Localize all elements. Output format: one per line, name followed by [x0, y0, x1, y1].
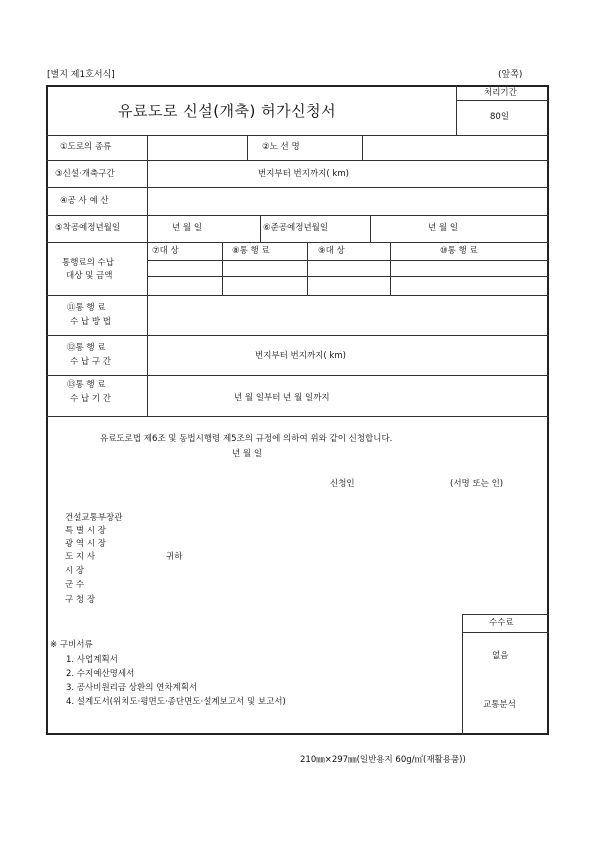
route-name-field[interactable] — [363, 136, 548, 159]
form-title: 유료도로 신설(개축) 허가신청서 — [118, 102, 337, 120]
divider — [307, 242, 308, 295]
document-item: 1. 사업계획서 — [66, 655, 118, 665]
start-date-label: ⑤착공예정년월일 — [55, 223, 121, 233]
page-side-label: (앞쪽) — [498, 70, 523, 80]
toll-period-label-1: ⑬통 행 료 — [67, 380, 106, 390]
processing-value: 80일 — [490, 112, 510, 122]
addressee-4: 시 장 — [65, 566, 85, 576]
addressee-5: 군 수 — [65, 580, 85, 590]
toll-col-fee-1: ⑧통 행 료 — [232, 246, 270, 256]
toll-period-label-2: 수 납 기 간 — [70, 394, 111, 404]
documents-heading: ※ 구비서류 — [50, 640, 93, 650]
toll-method-label-1: ⑪통 행 료 — [67, 303, 106, 313]
divider — [46, 416, 549, 417]
form-frame — [46, 85, 549, 735]
fee-value: 없음 — [492, 651, 509, 661]
road-type-label: ①도로의 종류 — [60, 142, 112, 152]
budget-label: ④공 사 예 산 — [60, 196, 109, 206]
divider — [147, 260, 549, 261]
toll-target-label-1: 통행료의 수납 — [62, 258, 114, 268]
divider — [147, 135, 148, 416]
divider — [390, 242, 391, 295]
divider — [370, 215, 371, 242]
divider — [260, 215, 261, 242]
road-type-field[interactable] — [148, 136, 246, 159]
addressee-2: 광 역 시 장 — [65, 539, 106, 549]
divider — [456, 85, 457, 135]
divider — [46, 335, 549, 336]
toll-method-field[interactable] — [148, 296, 548, 334]
section-value[interactable]: 번지부터 번지까지( km) — [258, 169, 349, 179]
fee-label: 수수료 — [489, 618, 514, 628]
fee-footer: 교통분석 — [483, 700, 516, 710]
addressee-suffix: 귀하 — [166, 552, 183, 562]
signature-label[interactable]: (서명 또는 인) — [450, 479, 504, 489]
application-date[interactable]: 년 월 일 — [232, 449, 263, 459]
divider — [46, 215, 549, 216]
document-item: 3. 공사비원리금 상환의 연차계획서 — [66, 683, 198, 693]
document-item: 4. 설계도서(위치도·평면도·종단면도·설계보고서 및 보고서) — [66, 697, 286, 707]
toll-method-label-2: 수 납 방 법 — [70, 317, 111, 327]
divider — [147, 276, 549, 277]
addressee-1: 특 별 시 장 — [65, 526, 106, 536]
application-statement: 유료도로법 제6조 및 동법시행령 제5조의 규정에 의하여 위와 같이 신청합니다. — [100, 434, 393, 444]
toll-section-value[interactable]: 번지부터 번지까지( km) — [255, 351, 346, 361]
end-date-value[interactable]: 년 월 일 — [428, 223, 459, 233]
toll-col-target-2: ⑨대 상 — [318, 246, 345, 256]
divider — [46, 160, 549, 161]
addressee-0: 건설교통부장관 — [65, 513, 123, 523]
toll-col-fee-2: ⑩통 행 료 — [440, 246, 478, 256]
addressee-6: 구 청 장 — [65, 595, 96, 605]
toll-section-label-2: 수 납 구 간 — [70, 357, 111, 367]
end-date-label: ⑥준공예정년월일 — [263, 223, 329, 233]
toll-target-label-2: 대상 및 금액 — [66, 271, 113, 281]
toll-col-target-1: ⑦대 상 — [152, 246, 179, 256]
divider — [247, 135, 248, 160]
addressee-3: 도 지 사 — [65, 552, 96, 562]
paper-spec-footer: 210㎜×297㎜(일반용지 60g/㎡(재활용품)) — [300, 755, 466, 765]
divider — [462, 632, 549, 633]
section-label: ③신설·개축구간 — [55, 169, 115, 179]
divider — [222, 242, 223, 295]
budget-field[interactable] — [148, 188, 548, 214]
divider — [456, 100, 549, 101]
divider — [462, 614, 463, 735]
toll-period-value[interactable]: 년 월 일부터 년 월 일까지 — [234, 393, 330, 403]
route-name-label: ②노 선 명 — [262, 142, 300, 152]
divider — [462, 614, 549, 615]
document-item: 2. 수지예산명세서 — [66, 669, 135, 679]
processing-label: 처리기간 — [484, 88, 517, 98]
divider — [46, 375, 549, 376]
applicant-label: 신청인 — [330, 479, 355, 489]
start-date-value[interactable]: 년 월 일 — [172, 223, 203, 233]
form-number-label: [별지 제1호서식] — [47, 70, 115, 80]
divider — [46, 242, 549, 243]
toll-section-label-1: ⑫통 행 료 — [67, 343, 106, 353]
